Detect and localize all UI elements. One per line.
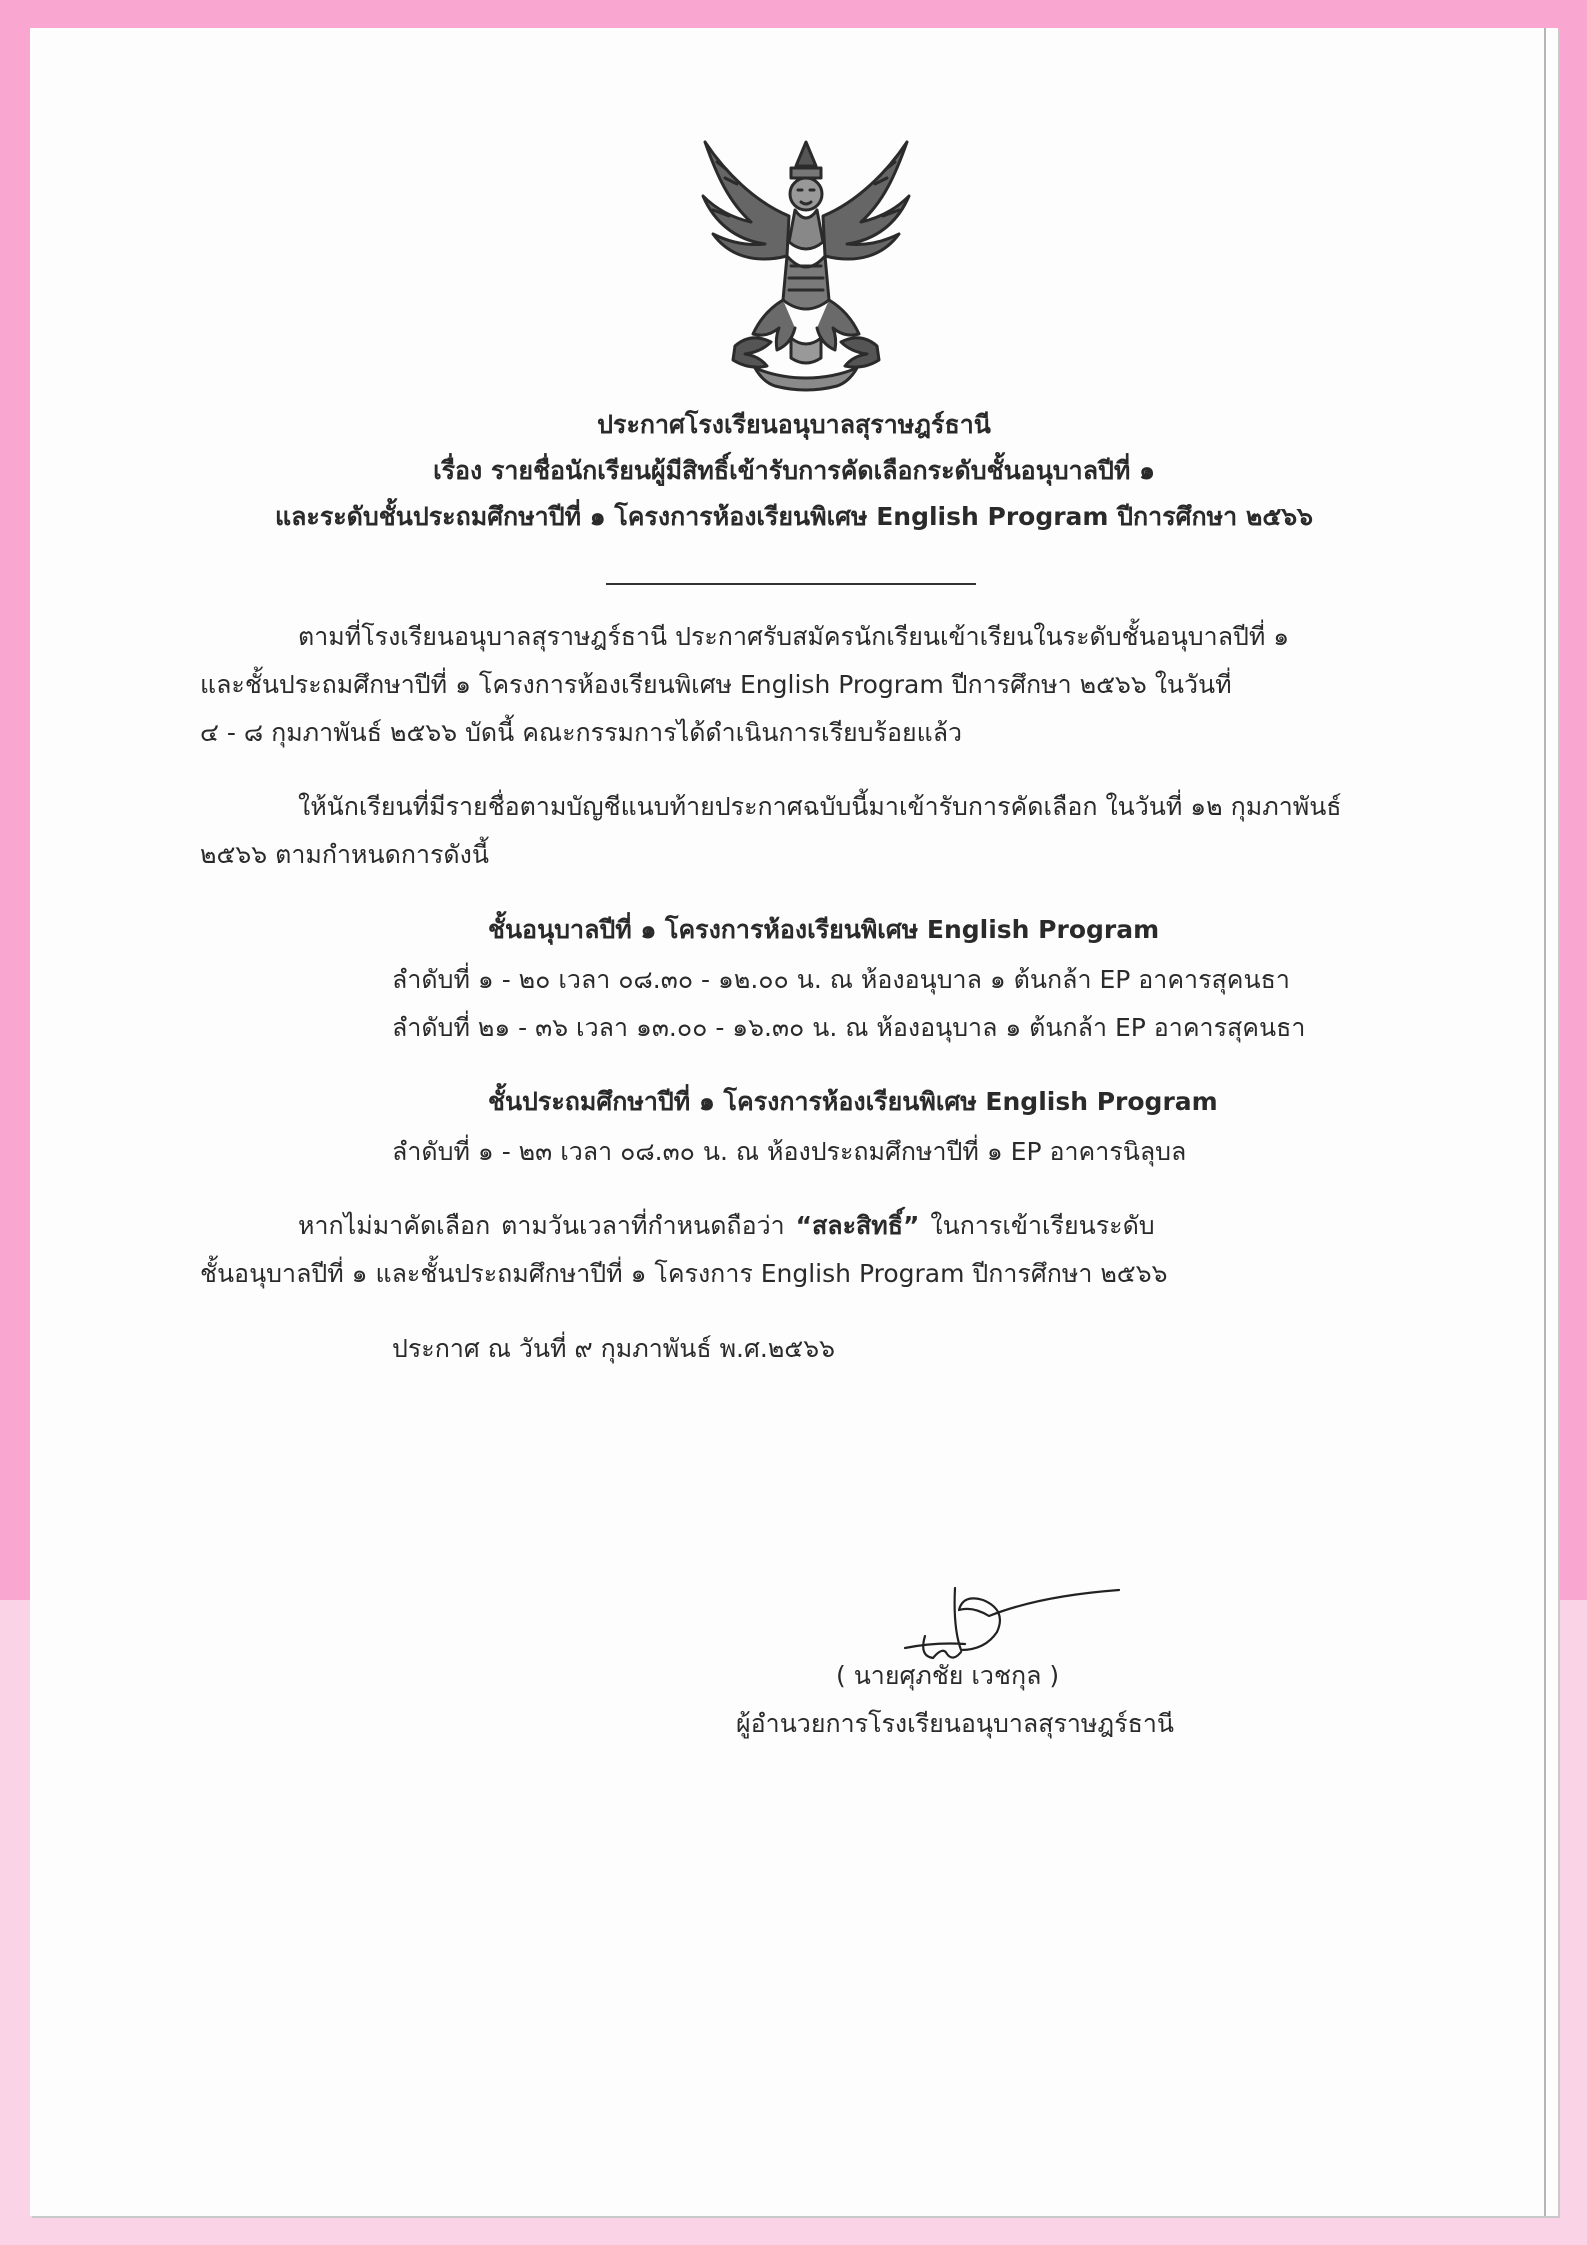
announcement-date: ประกาศ ณ วันที่ ๙ กุมภาพันธ์ พ.ศ.๒๕๖๖ bbox=[392, 1334, 835, 1363]
primary-row: ลำดับที่ ๑ - ๒๓ เวลา ๐๘.๓๐ น. ณ ห้องประถมศึกษาปีที่ ๑ EP อาคารนิลุบล bbox=[392, 1137, 1187, 1166]
paragraph3-text: หากไม่มาคัดเลือก ตามวันเวลาที่กำหนดถือว่า bbox=[298, 1211, 796, 1240]
paragraph3-line2: ชั้นอนุบาลปีที่ ๑ และชั้นประถมศึกษาปีที่ ๑ โครงการ English Program ปีการศึกษา ๒๕๖๖ bbox=[200, 1259, 1168, 1288]
announcement-subject: เรื่อง รายชื่อนักเรียนผู้มีสิทธิ์เข้ารับการคัดเลือกระดับชั้นอนุบาลปีที่ ๑ bbox=[433, 456, 1155, 485]
forfeit-label: “สละสิทธิ์” bbox=[795, 1211, 920, 1240]
kindergarten-heading: ชั้นอนุบาลปีที่ ๑ โครงการห้องเรียนพิเศษ English Program bbox=[488, 915, 1160, 944]
paragraph1-line1: ตามที่โรงเรียนอนุบาลสุราษฎร์ธานี ประกาศรับสมัครนักเรียนเข้าเรียนในระดับชั้นอนุบาลปีที่ ๑ bbox=[298, 622, 1290, 651]
document-page bbox=[30, 28, 1558, 2216]
announcement-subject-continued: และระดับชั้นประถมศึกษาปีที่ ๑ โครงการห้องเรียนพิเศษ English Program ปีการศึกษา ๒๕๖๖ bbox=[274, 502, 1314, 531]
paper-edge bbox=[1544, 28, 1546, 2216]
divider-line bbox=[606, 583, 976, 585]
kindergarten-row: ลำดับที่ ๑ - ๒๐ เวลา ๐๘.๓๐ - ๑๒.๐๐ น. ณ ห้องอนุบาล ๑ ต้นกล้า EP อาคารสุคนธา bbox=[392, 965, 1290, 994]
paragraph1-line2: และชั้นประถมศึกษาปีที่ ๑ โครงการห้องเรียนพิเศษ English Program ปีการศึกษา ๒๕๖๖ ในวันที่ bbox=[200, 670, 1232, 699]
paragraph3-text-after: ในการเข้าเรียนระดับ bbox=[919, 1211, 1155, 1240]
garuda-emblem-icon bbox=[695, 132, 917, 392]
paragraph2-line1: ให้นักเรียนที่มีรายชื่อตามบัญชีแนบท้ายประกาศฉบับนี้มาเข้ารับการคัดเลือก ในวันที่ ๑๒ กุมภาพันธ์ bbox=[298, 792, 1342, 821]
announcement-title: ประกาศโรงเรียนอนุบาลสุราษฎร์ธานี bbox=[597, 410, 991, 439]
paragraph3-line1 bbox=[298, 1210, 1155, 1242]
paragraph1-line3: ๔ - ๘ กุมภาพันธ์ ๒๕๖๖ บัดนี้ คณะกรรมการได้ดำเนินการเรียบร้อยแล้ว bbox=[200, 718, 963, 747]
kindergarten-row: ลำดับที่ ๒๑ - ๓๖ เวลา ๑๓.๐๐ - ๑๖.๓๐ น. ณ ห้องอนุบาล ๑ ต้นกล้า EP อาคารสุคนธา bbox=[392, 1013, 1306, 1042]
signatory-position: ผู้อำนวยการโรงเรียนอนุบาลสุราษฎร์ธานี bbox=[736, 1709, 1174, 1738]
primary-heading: ชั้นประถมศึกษาปีที่ ๑ โครงการห้องเรียนพิเศษ English Program bbox=[488, 1087, 1218, 1116]
signatory-name: ( นายศุภชัย เวชกุล ) bbox=[836, 1661, 1060, 1690]
paragraph2-line2: ๒๕๖๖ ตามกำหนดการดังนี้ bbox=[200, 840, 489, 869]
